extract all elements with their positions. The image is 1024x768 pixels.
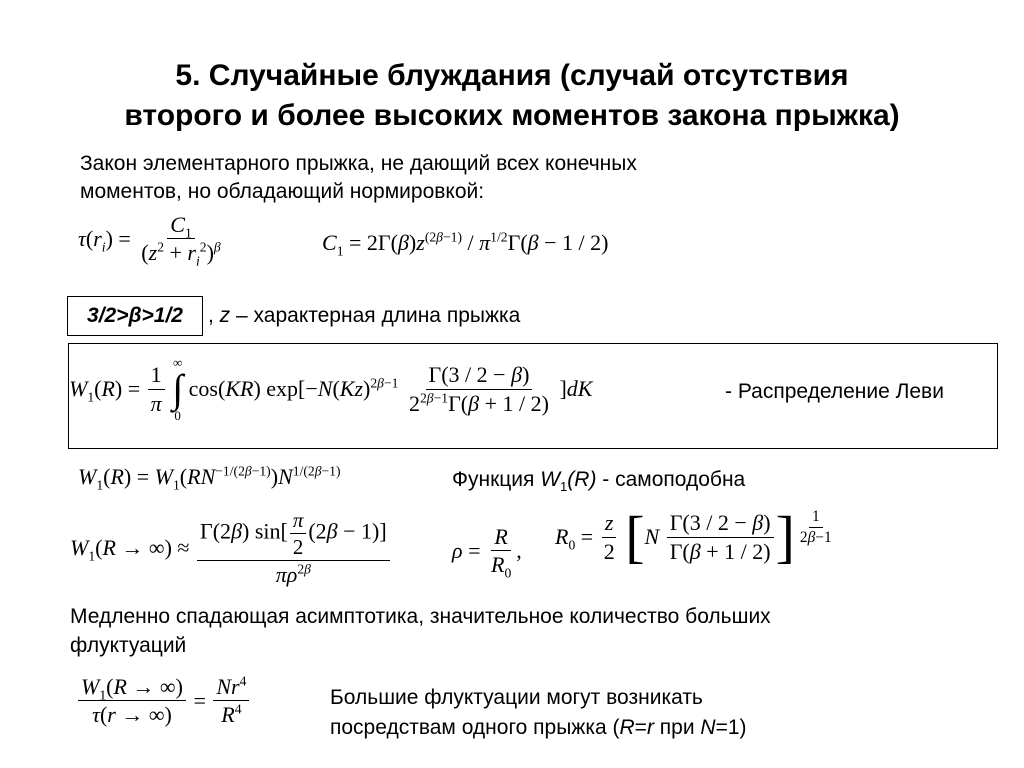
fluctuation-ratio-formula: $\frac{W_1(R \to \infty)}{\tau(r \to \infty)}$ = $\frac{Nr^4}{R^4}$	[76, 674, 251, 728]
self-similarity-formula: $W_1(R) = W_1(RN^{-1/(2\beta-1)})N^{1/(2\beta-1)}$	[78, 463, 341, 493]
large-fluct-d: =1)	[715, 716, 747, 739]
self-similarity-sub: 1	[560, 479, 568, 495]
jump-length-text: – характерная длина прыжка	[230, 304, 521, 327]
large-fluct-R: R	[619, 716, 635, 739]
asymptotic-formula: $W_1(R$ → ∞) ≈ Γ(2β) sin[ $\frac{\pi}{2}$ (2β − 1)] $\pi\rho^{2\beta}$	[70, 508, 392, 587]
self-similarity-note	[452, 466, 745, 494]
jump-length-note	[208, 302, 520, 330]
levy-label: - Распределение Леви	[725, 380, 944, 403]
jump-length-sep: ,	[208, 304, 220, 327]
page-title-line-1: 5. Случайные блуждания (случай отсутствия	[175, 59, 849, 92]
asymptote-text-line-2: флуктуаций	[70, 634, 187, 657]
asymptote-text-line-1: Медленно спадающая асимптотика, значительное количество больших	[70, 605, 771, 628]
large-fluct-c: при	[653, 716, 701, 739]
large-fluct-N: N	[700, 716, 716, 739]
large-fluct-r: r	[646, 716, 654, 739]
normalization-constant-formula: $C_1 = 2\Gamma(\beta)z^{(2\beta-1)} / \pi^{1/2}\Gamma(\beta - 1 / 2)$	[322, 229, 609, 259]
large-fluct-b: =	[634, 716, 647, 739]
jump-law-formula: $\tau(r_i)$ = $\frac{C_1}{(z^2 + r_i^2)^\beta}$	[78, 212, 221, 269]
self-similarity-prefix: Функция	[452, 468, 541, 491]
self-similarity-suffix: - самоподобна	[596, 468, 746, 491]
levy-distribution-formula: $W_1(R)$ = $\frac{1}{\pi}$ ∞ ∫ 0 cos(KR) $\exp[-N(Kz)^{2\beta-1}$ $\frac{\Gamma(3 / 2 - \beta)}{2^{2\beta-1}\Gamma(\beta + 1 / 2)}$ ]dK	[69, 355, 593, 423]
rho-definition-formula: ρ = $\frac{R}{R_0}$ ,	[452, 524, 522, 581]
large-fluct-a: посредствам одного прыжка (	[330, 716, 620, 739]
r0-definition-formula: $R_0$ = $\frac{z}{2}$ [N $\frac{\Gamma(3 / 2 - \beta)}{\Gamma(\beta + 1 / 2)}$ ] $\frac{1}{2\beta-1}$	[555, 504, 832, 569]
intro-line-2: моментов, но обладающий нормировкой:	[80, 180, 485, 203]
self-similarity-var: W	[540, 468, 561, 491]
large-fluct-line-2	[330, 714, 747, 742]
page-title-line-2: второго и более высоких моментов закона прыжка)	[124, 99, 900, 132]
large-fluct-line-1: Большие флуктуации могут возникать	[330, 686, 703, 709]
beta-condition-label: 3/2>β>1/2	[87, 304, 183, 327]
intro-line-1: Закон элементарного прыжка, не дающий всех конечных	[80, 152, 637, 175]
beta-condition-box	[67, 296, 203, 336]
jump-length-var: z	[219, 304, 231, 327]
levy-distribution-box	[68, 343, 998, 449]
self-similarity-arg: (R)	[567, 468, 597, 491]
